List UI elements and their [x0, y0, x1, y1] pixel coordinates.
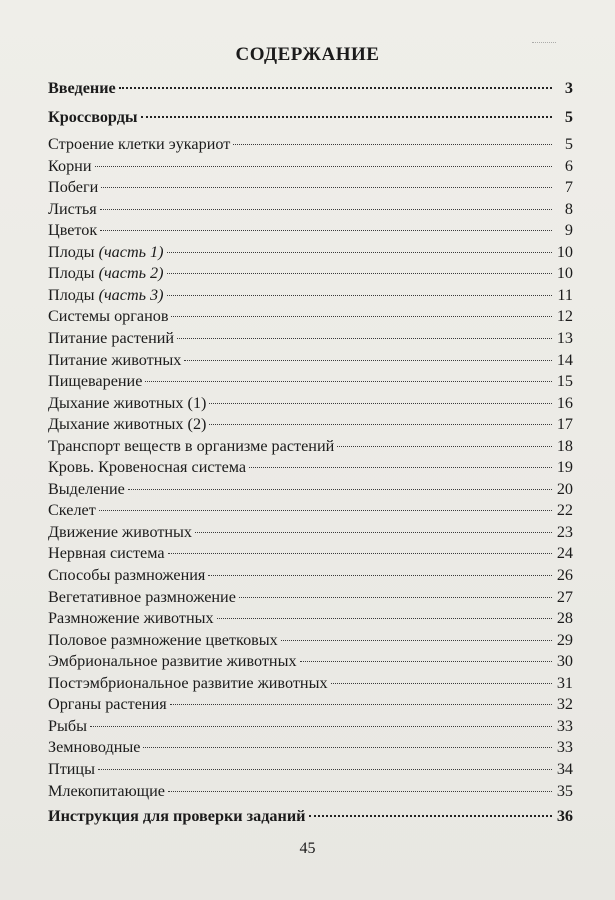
toc-entry-page: 33	[556, 716, 573, 735]
dot-leader	[195, 532, 552, 533]
toc-entry	[48, 435, 573, 457]
toc-entry-title-text: Пищеварение	[48, 372, 143, 391]
toc-entry-page: 5	[564, 135, 573, 153]
toc-entry-title-text: Плоды	[48, 285, 99, 304]
toc-entry-title-text: Выделение	[48, 479, 125, 498]
toc-entry-title-text: Птицы	[48, 759, 95, 778]
toc-entry-page: 9	[564, 221, 573, 240]
toc-entry-title	[48, 133, 230, 155]
toc-entry-title-text: Системы органов	[48, 307, 169, 326]
toc-entry-page: 12	[556, 307, 573, 326]
toc-entry	[48, 305, 573, 327]
toc-section-entry	[48, 106, 573, 128]
dot-leader	[239, 597, 552, 598]
toc-entry-title-text: Кровь. Кровеносная система	[48, 458, 247, 477]
toc-entry-page: 36	[556, 807, 573, 825]
toc-entry-page: 6	[564, 156, 573, 175]
dot-leader	[100, 209, 552, 210]
toc-entry-page: 10	[556, 242, 573, 261]
toc-entry-title	[48, 349, 181, 371]
toc-entry-title	[48, 805, 306, 827]
toc-section-entry	[48, 77, 573, 99]
toc-entry-title-text: Корни	[48, 156, 92, 175]
toc-entry	[48, 629, 573, 651]
toc-entry-title	[48, 435, 334, 457]
toc-entry-title	[48, 77, 116, 99]
dot-leader	[337, 446, 552, 447]
toc-entry	[48, 607, 573, 629]
toc-entry-title	[48, 370, 142, 392]
toc-entry	[48, 499, 573, 521]
toc-entry	[48, 413, 573, 435]
toc-entry-page: 35	[556, 781, 573, 800]
toc-entry-page: 34	[556, 759, 573, 778]
toc-entry-title	[48, 650, 297, 672]
toc-entry-page: 15	[556, 372, 573, 391]
toc-entry-title-text: Половое размножение цветковых	[48, 630, 278, 649]
toc-entry	[48, 586, 573, 608]
toc-entry-title	[48, 413, 206, 435]
toc-section-entry	[48, 805, 573, 827]
toc-entry	[48, 155, 573, 177]
toc-entry	[48, 650, 573, 672]
toc-entry-title	[48, 241, 164, 263]
toc-entry	[48, 241, 573, 263]
toc-entry-title	[48, 478, 125, 500]
toc-entry-title-text: Введение	[48, 79, 116, 97]
toc-entry-title	[48, 564, 205, 586]
dot-leader	[128, 489, 552, 490]
dot-leader	[209, 424, 552, 425]
dot-leader	[331, 683, 552, 684]
toc-entry	[48, 133, 573, 155]
toc-entry-page: 33	[556, 738, 573, 757]
toc-entry-page: 27	[556, 587, 573, 606]
toc-entry	[48, 392, 573, 414]
toc-entry	[48, 521, 573, 543]
toc-entry	[48, 370, 573, 392]
toc-entry-page: 30	[556, 652, 573, 671]
toc-entry-title-italic: (часть 2)	[98, 264, 164, 283]
toc-entry-title	[48, 521, 192, 543]
toc-entry-title	[48, 672, 328, 694]
toc-entry-title-italic: (часть 3)	[98, 285, 164, 304]
toc-entry-page: 10	[556, 264, 573, 283]
toc-entry-title	[48, 155, 92, 177]
toc-entry	[48, 262, 573, 284]
toc-entry	[48, 219, 573, 241]
dot-leader	[281, 640, 552, 641]
dot-leader	[177, 338, 552, 339]
toc-entry	[48, 327, 573, 349]
toc-entry-page: 5	[564, 108, 573, 126]
page-number: 45	[299, 840, 316, 857]
dot-leader	[184, 360, 552, 361]
dot-leader	[168, 791, 552, 792]
toc-entry-title	[48, 262, 164, 284]
toc-entry-title-text: Инструкция для проверки заданий	[48, 807, 306, 825]
toc-entry-title-text: Транспорт веществ в организме растений	[48, 436, 335, 455]
toc-entry-title-text: Строение клетки эукариот	[48, 135, 231, 153]
toc-entry-title-text: Дыхание животных (2)	[48, 415, 207, 434]
toc-entry-title-text: Скелет	[48, 501, 96, 520]
dot-leader	[217, 618, 552, 619]
toc-entry-page: 8	[564, 199, 573, 218]
toc-entry-title-italic: (часть 1)	[98, 242, 164, 261]
dot-leader	[167, 295, 552, 296]
toc-entry-title	[48, 736, 140, 758]
toc-entry	[48, 564, 573, 586]
toc-entry-title-text: Рыбы	[48, 716, 87, 735]
toc-entry-title	[48, 758, 95, 780]
toc-entry	[48, 198, 573, 220]
toc-entry-page: 3	[564, 79, 573, 97]
toc-entry-title-text: Размножение животных	[48, 609, 214, 628]
toc-entry-page: 11	[557, 285, 573, 304]
dot-leader	[249, 467, 552, 468]
dot-leader	[100, 230, 552, 231]
toc-entry	[48, 542, 573, 564]
dot-leader	[208, 575, 552, 576]
toc-entry-page: 23	[556, 522, 573, 541]
toc-entry-title	[48, 106, 138, 128]
toc-entry-title-text: Дыхание животных (1)	[48, 393, 207, 412]
toc-entry-page: 28	[556, 609, 573, 628]
toc-entry-page: 16	[556, 393, 573, 412]
toc-entry-page: 29	[556, 630, 573, 649]
toc-entry-page: 13	[556, 328, 573, 347]
toc-entry-title-text: Питание растений	[48, 328, 175, 347]
toc-entry-page: 26	[556, 566, 573, 584]
dot-leader	[209, 403, 552, 404]
toc-entry-title	[48, 392, 206, 414]
dot-leader	[141, 116, 552, 118]
dot-leader	[95, 166, 552, 167]
toc-entry-title-text: Земноводные	[48, 738, 141, 757]
toc-entry-title-text: Побеги	[48, 178, 99, 197]
toc-entry-title	[48, 607, 214, 629]
toc-entry	[48, 736, 573, 758]
toc-entry	[48, 693, 573, 715]
toc-entry-title	[48, 780, 165, 802]
toc-entry-title	[48, 327, 174, 349]
toc-entry-page: 32	[556, 695, 573, 714]
dot-leader	[119, 87, 552, 89]
toc-entry	[48, 478, 573, 500]
toc-entry-title	[48, 198, 97, 220]
toc-entry-page: 19	[556, 458, 573, 477]
toc-entry	[48, 780, 573, 802]
toc-entry	[48, 456, 573, 478]
toc-entry-title	[48, 456, 246, 478]
toc-entry-title	[48, 586, 236, 608]
toc-entry-title-text: Питание животных	[48, 350, 182, 369]
toc-entry	[48, 176, 573, 198]
toc-entry-title	[48, 219, 97, 241]
dot-leader	[145, 381, 552, 382]
toc-entry-title-text: Эмбриональное развитие животных	[48, 652, 297, 671]
dot-leader	[170, 704, 552, 705]
toc-entry-title	[48, 305, 168, 327]
toc-entry-title-text: Органы растения	[48, 695, 167, 714]
dot-leader	[101, 187, 552, 188]
toc-entry-page: 20	[556, 479, 573, 498]
toc-entry-title-text: Постэмбриональное развитие животных	[48, 673, 328, 692]
toc-entry-title	[48, 284, 164, 306]
toc-entry	[48, 349, 573, 371]
page-title: СОДЕРЖАНИЕ	[235, 44, 380, 65]
toc-entry-title-text: Движение животных	[48, 522, 193, 541]
toc-entry-page: 7	[564, 178, 573, 197]
dot-leader	[233, 144, 552, 145]
toc-entry-title	[48, 499, 96, 521]
toc-entry	[48, 284, 573, 306]
toc-entry-page: 14	[556, 350, 573, 369]
toc-entry-title-text: Плоды	[48, 264, 99, 283]
toc-entry-title	[48, 176, 98, 198]
dot-leader	[167, 273, 552, 274]
toc-entry	[48, 758, 573, 780]
toc-entry-title-text: Листья	[48, 199, 97, 218]
dot-leader	[309, 815, 552, 817]
toc-entry-title	[48, 693, 167, 715]
toc-entry-title	[48, 715, 87, 737]
dot-leader	[90, 726, 552, 727]
toc-entry-title	[48, 629, 278, 651]
toc-entry-title-text: Вегетативное размножение	[48, 587, 236, 606]
toc-entry-title-text: Млекопитающие	[48, 781, 165, 800]
dot-leader	[171, 316, 552, 317]
toc-entry-title-text: Цветок	[48, 221, 98, 240]
toc-entry	[48, 715, 573, 737]
toc-entry-page: 22	[556, 501, 573, 520]
toc-entry-title-text: Кроссворды	[48, 108, 138, 126]
toc-entry-title-text: Способы размножения	[48, 566, 206, 584]
dot-leader	[168, 553, 552, 554]
toc-entry-title-text: Плоды	[48, 242, 99, 261]
dot-leader	[300, 661, 552, 662]
toc-entry	[48, 672, 573, 694]
toc-entry-page: 18	[556, 436, 573, 455]
toc-entry-page: 17	[556, 415, 573, 434]
dot-leader	[98, 769, 552, 770]
toc-entry-title	[48, 542, 165, 564]
toc-entry-page: 24	[556, 544, 573, 563]
toc-entry-page: 31	[556, 673, 573, 692]
toc-entry-title-text: Нервная система	[48, 544, 165, 563]
dot-leader	[167, 252, 552, 253]
dot-leader	[143, 747, 552, 748]
dot-leader	[99, 510, 552, 511]
